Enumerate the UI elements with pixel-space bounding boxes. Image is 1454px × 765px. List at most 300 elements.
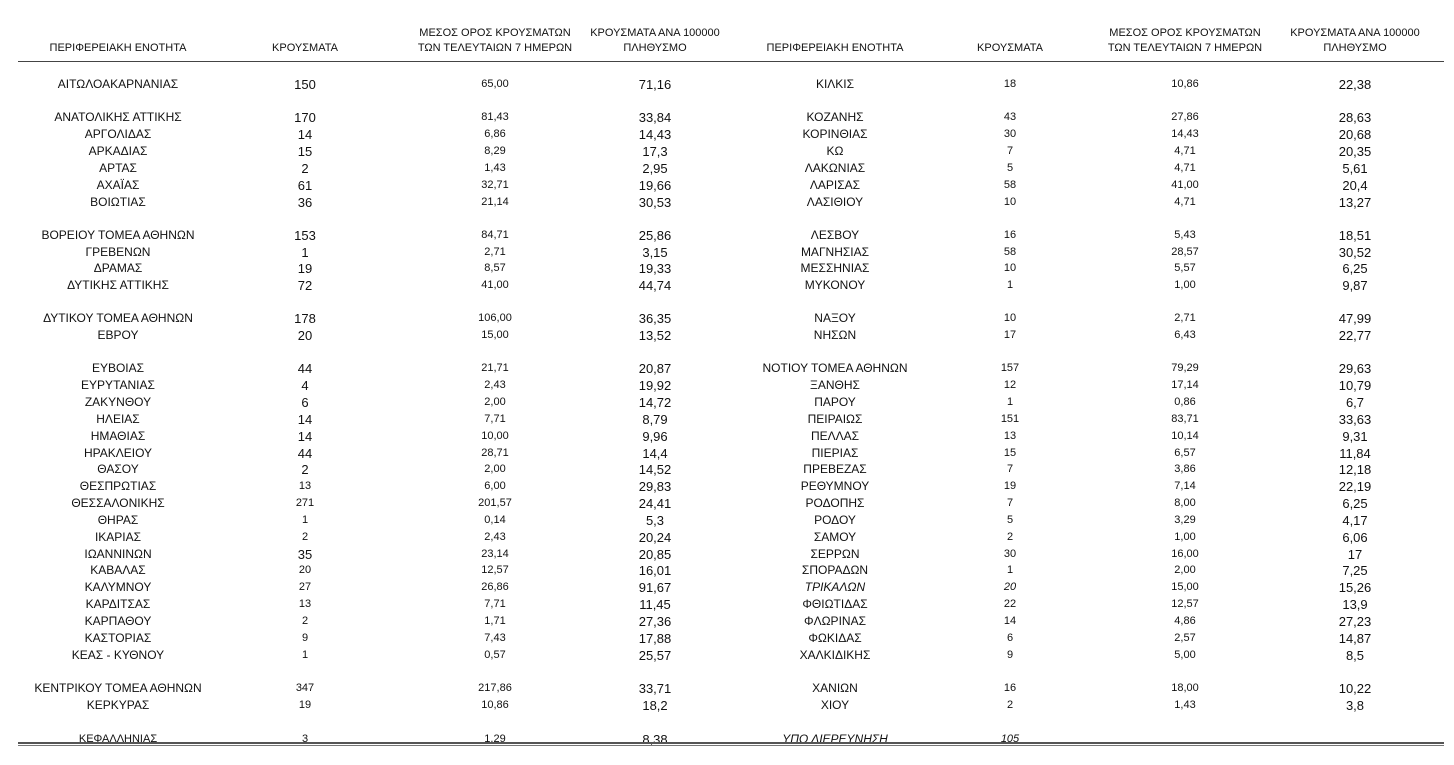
avg7-value: 28,71 (481, 447, 509, 459)
cases-value: 19 (1003, 480, 1017, 492)
per100k-value: 29,83 (638, 479, 672, 494)
avg7-value: 4,86 (1174, 615, 1196, 627)
cases-value: 27 (298, 581, 312, 593)
per100k-value: 14,72 (638, 395, 672, 410)
cases-value: 1 (1006, 396, 1014, 408)
cases-value: 9 (1006, 649, 1014, 661)
avg7-value: 23,14 (481, 548, 509, 560)
avg7-value: 1,43 (484, 162, 506, 174)
avg7-value: 7,43 (484, 632, 506, 644)
right-table-row (0, 194, 1454, 211)
avg7-value: 8,57 (484, 262, 506, 274)
cases-value: 16 (1003, 682, 1017, 694)
region-name: ΚΑΒΑΛΑΣ (90, 563, 146, 577)
per100k-value: 20,35 (1338, 144, 1372, 159)
right-table-row (0, 680, 1454, 697)
per100k-value: 20,68 (1338, 127, 1372, 142)
per100k-value: 30,53 (638, 195, 672, 210)
per100k-value: 4,17 (1342, 513, 1368, 528)
avg7-value: 28,57 (1171, 246, 1199, 258)
per100k-value: 8,38 (642, 732, 668, 747)
right-table-row (0, 512, 1454, 529)
per100k-value: 27,23 (1338, 614, 1372, 629)
region-name: ΤΡΙΚΑΛΩΝ (804, 580, 866, 594)
region-name: ΖΑΚΥΝΘΟΥ (84, 395, 152, 409)
cases-value: 18 (1003, 78, 1017, 90)
per100k-value: 15,26 (1338, 580, 1372, 595)
region-name: ΥΠΟ ΔΙΕΡΕΥΝΗΣΗ (782, 732, 888, 746)
avg7-value: 4,71 (1174, 145, 1196, 157)
region-name: ΠΕΙΡΑΙΩΣ (807, 412, 863, 426)
avg7-value: 7,71 (484, 413, 506, 425)
avg7-value: 2,00 (484, 463, 506, 475)
per100k-value: 3,15 (642, 245, 668, 260)
right-table-row (0, 310, 1454, 327)
footer-divider (18, 742, 1444, 746)
cases-value: 19 (298, 699, 312, 711)
cases-value: 10 (1003, 312, 1017, 324)
cases-value: 7 (1006, 497, 1014, 509)
region-name: ΜΥΚΟΝΟΥ (804, 278, 866, 292)
per100k-value: 91,67 (638, 580, 672, 595)
cases-value: 1 (1006, 279, 1014, 291)
right-table-row (0, 76, 1454, 93)
cases-value: 20 (297, 328, 313, 343)
cases-value: 61 (297, 178, 313, 193)
per100k-value: 6,06 (1342, 530, 1368, 545)
per100k-value: 14,87 (1338, 631, 1372, 646)
cases-value: 1 (1006, 564, 1014, 576)
cases-value: 14 (297, 429, 313, 444)
region-name: ΡΕΘΥΜΝΟΥ (800, 479, 870, 493)
cases-value: 7 (1006, 463, 1014, 475)
cases-value: 6 (301, 395, 309, 410)
right-table-row (0, 227, 1454, 244)
per100k-value: 19,66 (638, 178, 672, 193)
cases-value: 1 (301, 245, 309, 260)
region-name: ΒΟΙΩΤΙΑΣ (90, 195, 146, 209)
header-divider (18, 61, 1444, 62)
right-table-row (0, 126, 1454, 143)
region-name: ΛΕΣΒΟΥ (810, 228, 860, 242)
region-name: ΞΑΝΘΗΣ (810, 378, 860, 392)
per100k-value: 6,25 (1342, 496, 1368, 511)
region-name: ΔΥΤΙΚΗΣ ΑΤΤΙΚΗΣ (67, 278, 169, 292)
avg7-value: 6,57 (1174, 447, 1196, 459)
right-table-row (0, 428, 1454, 445)
per100k-value: 29,63 (1338, 361, 1372, 376)
per100k-value: 8,79 (642, 412, 668, 427)
region-name: ΛΑΚΩΝΙΑΣ (804, 161, 866, 175)
cases-value: 2 (1006, 531, 1014, 543)
region-name: ΗΛΕΙΑΣ (96, 412, 140, 426)
region-name: ΣΕΡΡΩΝ (810, 547, 860, 561)
avg7-value: 16,00 (1171, 548, 1199, 560)
avg7-value: 1,43 (1174, 699, 1196, 711)
right-table-row (0, 360, 1454, 377)
avg7-value: 17,14 (1171, 379, 1199, 391)
avg7-value: 1,00 (1174, 279, 1196, 291)
right-table-row (0, 445, 1454, 462)
cases-value: 151 (1000, 413, 1020, 425)
region-name: ΠΙΕΡΙΑΣ (811, 446, 859, 460)
cases-value: 13 (298, 480, 312, 492)
right-table-row (0, 260, 1454, 277)
per100k-value: 47,99 (1338, 311, 1372, 326)
cases-value: 150 (294, 77, 316, 92)
per100k-value: 16,01 (638, 563, 672, 578)
right-table-row (0, 647, 1454, 664)
region-name: ΧΙΟΥ (820, 698, 850, 712)
per100k-value: 30,52 (1338, 245, 1372, 260)
avg7-value: 2,57 (1174, 632, 1196, 644)
region-name: ΚΕΝΤΡΙΚΟΥ ΤΟΜΕΑ ΑΘΗΝΩΝ (34, 681, 202, 695)
right-table-row (0, 411, 1454, 428)
cases-value: 72 (297, 278, 313, 293)
cases-value: 20 (298, 564, 312, 576)
cases-value: 44 (297, 446, 313, 461)
avg7-value: 217,86 (478, 682, 512, 694)
per100k-value: 25,86 (638, 228, 672, 243)
region-name: ΗΡΑΚΛΕΙΟΥ (83, 446, 153, 460)
cases-value: 178 (294, 311, 316, 326)
avg7-value: 81,43 (481, 111, 509, 123)
region-name: ΚΕΦΑΛΛΗΝΙΑΣ (78, 733, 158, 745)
avg7-value: 2,43 (484, 531, 506, 543)
avg7-value: 3,29 (1174, 514, 1196, 526)
avg7-value: 0,57 (484, 649, 506, 661)
cases-value: 347 (295, 682, 315, 694)
region-name: ΑΡΤΑΣ (99, 161, 137, 175)
per100k-value: 17,88 (638, 631, 672, 646)
region-name: ΡΟΔΟΥ (814, 513, 856, 527)
cases-value: 2 (301, 462, 309, 477)
region-name: ΚΑΡΔΙΤΣΑΣ (85, 597, 151, 611)
per100k-value: 19,92 (638, 378, 672, 393)
header-per100k-right-line1: ΚΡΟΥΣΜΑΤΑ ΑΝΑ 100000 (1290, 27, 1420, 39)
cases-value: 13 (298, 598, 312, 610)
per100k-value: 20,24 (638, 530, 672, 545)
avg7-value: 2,00 (484, 396, 506, 408)
cases-value: 10 (1003, 262, 1017, 274)
region-name: ΜΕΣΣΗΝΙΑΣ (800, 261, 870, 275)
cases-value: 43 (1003, 111, 1017, 123)
right-table-row (0, 630, 1454, 647)
per100k-value: 13,52 (638, 328, 672, 343)
region-name: ΘΕΣΣΑΛΟΝΙΚΗΣ (71, 496, 165, 510)
per100k-value: 17,3 (642, 144, 668, 159)
region-name: ΑΝΑΤΟΛΙΚΗΣ ΑΤΤΙΚΗΣ (54, 110, 182, 124)
region-name: ΚΙΛΚΙΣ (815, 77, 855, 91)
region-name: ΚΕΑΣ - ΚΥΘΝΟΥ (71, 648, 165, 662)
cases-value: 14 (297, 127, 313, 142)
cases-value: 15 (1003, 447, 1017, 459)
avg7-value: 3,86 (1174, 463, 1196, 475)
header-cases-left: ΚΡΟΥΣΜΑΤΑ (272, 42, 338, 54)
region-name: ΚΟΖΑΝΗΣ (806, 110, 864, 124)
right-table-row (0, 562, 1454, 579)
avg7-value: 65,00 (481, 78, 509, 90)
region-name: ΧΑΝΙΩΝ (812, 681, 858, 695)
cases-value: 36 (297, 195, 313, 210)
cases-value: 271 (295, 497, 315, 509)
cases-value: 19 (297, 261, 313, 276)
region-name: ΔΥΤΙΚΟΥ ΤΟΜΕΑ ΑΘΗΝΩΝ (43, 311, 193, 325)
cases-value: 58 (1003, 179, 1017, 191)
per100k-value: 18,51 (1338, 228, 1372, 243)
avg7-value: 83,71 (1171, 413, 1199, 425)
per100k-value: 24,41 (638, 496, 672, 511)
avg7-value: 12,57 (1171, 598, 1199, 610)
avg7-value: 4,71 (1174, 196, 1196, 208)
avg7-value: 10,14 (1171, 430, 1199, 442)
avg7-value: 5,57 (1174, 262, 1196, 274)
avg7-value: 2,71 (484, 246, 506, 258)
per100k-value: 28,63 (1338, 110, 1372, 125)
header-avg7-left-line1: ΜΕΣΟΣ ΟΡΟΣ ΚΡΟΥΣΜΑΤΩΝ (419, 27, 571, 39)
region-name: ΕΥΡΥΤΑΝΙΑΣ (81, 378, 155, 392)
cases-value: 30 (1003, 128, 1017, 140)
right-table-row (0, 596, 1454, 613)
per100k-value: 10,22 (1338, 681, 1372, 696)
cases-value: 13 (1003, 430, 1017, 442)
avg7-value: 2,71 (1174, 312, 1196, 324)
avg7-value: 6,00 (484, 480, 506, 492)
right-table-row (0, 529, 1454, 546)
avg7-value: 0,14 (484, 514, 506, 526)
region-name: ΘΗΡΑΣ (97, 513, 139, 527)
region-name: ΝΑΞΟΥ (814, 311, 856, 325)
cases-value: 1 (301, 649, 309, 661)
per100k-value: 18,2 (642, 698, 668, 713)
cases-value: 2 (301, 615, 309, 627)
per100k-value: 13,9 (1342, 597, 1368, 612)
per100k-value: 12,18 (1338, 462, 1372, 477)
region-name: ΘΑΣΟΥ (97, 462, 139, 476)
cases-value: 170 (294, 110, 316, 125)
cases-value: 17 (1003, 329, 1017, 341)
avg7-value: 15,00 (1171, 581, 1199, 593)
right-table-row (0, 613, 1454, 630)
per100k-value: 11,45 (639, 597, 671, 612)
region-name: ΕΒΡΟΥ (97, 328, 139, 342)
per100k-value: 14,43 (638, 127, 672, 142)
avg7-value: 2,43 (484, 379, 506, 391)
per100k-value: 2,95 (642, 161, 668, 176)
header-per100k-left-line1: ΚΡΟΥΣΜΑΤΑ ΑΝΑ 100000 (590, 27, 720, 39)
cases-value: 9 (301, 632, 309, 644)
per100k-value: 5,61 (1342, 161, 1368, 176)
header-avg7-left-line2: ΤΩΝ ΤΕΛΕΥΤΑΙΩΝ 7 ΗΜΕΡΩΝ (417, 42, 573, 54)
region-name: ΡΟΔΟΠΗΣ (805, 496, 865, 510)
avg7-value: 27,86 (1171, 111, 1199, 123)
avg7-value: 21,71 (481, 362, 509, 374)
header-avg7-right-line2: ΤΩΝ ΤΕΛΕΥΤΑΙΩΝ 7 ΗΜΕΡΩΝ (1107, 42, 1263, 54)
header-cases-right: ΚΡΟΥΣΜΑΤΑ (977, 42, 1043, 54)
right-table-row (0, 697, 1454, 714)
region-name: ΜΑΓΝΗΣΙΑΣ (800, 245, 870, 259)
per100k-value: 20,4 (1342, 178, 1368, 193)
region-name: ΛΑΡΙΣΑΣ (809, 178, 861, 192)
avg7-value: 21,14 (481, 196, 509, 208)
avg7-value: 0,86 (1174, 396, 1196, 408)
cases-value: 14 (297, 412, 313, 427)
region-name: ΘΕΣΠΡΩΤΙΑΣ (79, 479, 157, 493)
region-name: ΣΑΜΟΥ (813, 530, 857, 544)
region-name: ΧΑΛΚΙΔΙΚΗΣ (799, 648, 871, 662)
cases-value: 12 (1003, 379, 1017, 391)
right-table-row (0, 394, 1454, 411)
region-name: ΒΟΡΕΙΟΥ ΤΟΜΕΑ ΑΘΗΝΩΝ (41, 228, 195, 242)
avg7-value: 79,29 (1171, 362, 1199, 374)
avg7-value: 1,29 (484, 733, 506, 745)
avg7-value: 1,00 (1174, 531, 1196, 543)
region-name: ΗΜΑΘΙΑΣ (90, 429, 146, 443)
region-name: ΦΛΩΡΙΝΑΣ (804, 614, 866, 628)
avg7-value: 201,57 (478, 497, 512, 509)
right-table-row (0, 244, 1454, 261)
avg7-value: 4,71 (1174, 162, 1196, 174)
header-per100k-left-line2: ΠΛΗΘΥΣΜΟ (623, 42, 687, 54)
per100k-value: 7,25 (1342, 563, 1368, 578)
right-table-row (0, 377, 1454, 394)
region-name: ΙΚΑΡΙΑΣ (94, 530, 142, 544)
per100k-value: 33,71 (638, 681, 672, 696)
avg7-value: 106,00 (478, 312, 512, 324)
region-name: ΙΩΑΝΝΙΝΩΝ (84, 547, 152, 561)
avg7-value: 8,29 (484, 145, 506, 157)
cases-value: 1 (301, 514, 309, 526)
avg7-value: 15,00 (481, 329, 509, 341)
per100k-value: 8,5 (1345, 648, 1365, 663)
region-name: ΑΙΤΩΛΟΑΚΑΡΝΑΝΙΑΣ (57, 77, 179, 91)
per100k-value: 3,8 (1345, 698, 1365, 713)
avg7-value: 84,71 (481, 229, 509, 241)
avg7-value: 6,43 (1174, 329, 1196, 341)
avg7-value: 18,00 (1171, 682, 1199, 694)
region-name: ΠΑΡΟΥ (814, 395, 856, 409)
region-name: ΛΑΣΙΘΙΟΥ (806, 195, 864, 209)
avg7-value: 7,71 (484, 598, 506, 610)
avg7-value: 26,86 (481, 581, 509, 593)
cases-value: 4 (301, 378, 309, 393)
cases-value: 153 (294, 228, 316, 243)
cases-value: 7 (1006, 145, 1014, 157)
region-name: ΝΟΤΙΟΥ ΤΟΜΕΑ ΑΘΗΝΩΝ (762, 361, 908, 375)
cases-value: 5 (1006, 162, 1014, 174)
cases-value: 30 (1003, 548, 1017, 560)
per100k-value: 5,3 (645, 513, 665, 528)
right-table-row (0, 495, 1454, 512)
cases-value: 58 (1003, 246, 1017, 258)
region-name: ΑΧΑΪΑΣ (96, 178, 140, 192)
per100k-value: 17 (1347, 547, 1363, 562)
header-avg7-right-line1: ΜΕΣΟΣ ΟΡΟΣ ΚΡΟΥΣΜΑΤΩΝ (1109, 27, 1261, 39)
cases-value: 2 (301, 531, 309, 543)
per100k-value: 27,36 (638, 614, 672, 629)
cases-value: 105 (1000, 733, 1020, 745)
cases-value: 14 (1003, 615, 1017, 627)
per100k-value: 22,38 (1338, 77, 1372, 92)
cases-value: 2 (301, 161, 309, 176)
per100k-value: 33,63 (1338, 412, 1372, 427)
header-per100k-right-line2: ΠΛΗΘΥΣΜΟ (1323, 42, 1387, 54)
cases-value: 5 (1006, 514, 1014, 526)
per100k-value: 22,77 (1338, 328, 1372, 343)
right-table-row (0, 461, 1454, 478)
region-name: ΕΥΒΟΙΑΣ (91, 361, 145, 375)
avg7-value: 5,43 (1174, 229, 1196, 241)
right-table-row (0, 327, 1454, 344)
cases-value: 16 (1003, 229, 1017, 241)
header-region-right: ΠΕΡΙΦΕΡΕΙΑΚΗ ΕΝΟΤΗΤΑ (766, 42, 904, 54)
right-table-row (0, 478, 1454, 495)
header-region-left: ΠΕΡΙΦΕΡΕΙΑΚΗ ΕΝΟΤΗΤΑ (49, 42, 187, 54)
per100k-value: 9,87 (1342, 278, 1368, 293)
region-name: ΓΡΕΒΕΝΩΝ (85, 245, 151, 259)
cases-value: 2 (1006, 699, 1014, 711)
per100k-value: 13,27 (1338, 195, 1372, 210)
region-name: ΦΩΚΙΔΑΣ (808, 631, 862, 645)
per100k-value: 6,25 (1342, 261, 1368, 276)
region-name: ΚΟΡΙΝΘΙΑΣ (802, 127, 868, 141)
region-name: ΠΕΛΛΑΣ (810, 429, 860, 443)
avg7-value: 41,00 (481, 279, 509, 291)
region-name: ΦΘΙΩΤΙΔΑΣ (802, 597, 868, 611)
region-name: ΚΑΣΤΟΡΙΑΣ (84, 631, 152, 645)
cases-value: 3 (301, 733, 309, 745)
avg7-value: 7,14 (1174, 480, 1196, 492)
avg7-value: 14,43 (1171, 128, 1199, 140)
avg7-value: 32,71 (481, 179, 509, 191)
per100k-value: 10,79 (1338, 378, 1372, 393)
avg7-value: 8,00 (1174, 497, 1196, 509)
cases-value: 10 (1003, 196, 1017, 208)
per100k-value: 6,7 (1345, 395, 1365, 410)
right-table-row (0, 177, 1454, 194)
per100k-value: 20,85 (638, 547, 672, 562)
avg7-value: 10,86 (481, 699, 509, 711)
cases-value: 15 (297, 144, 313, 159)
right-table-row (0, 546, 1454, 563)
right-table-row (0, 579, 1454, 596)
per100k-value: 71,16 (638, 77, 672, 92)
cases-value: 22 (1003, 598, 1017, 610)
avg7-value: 5,00 (1174, 649, 1196, 661)
avg7-value: 12,57 (481, 564, 509, 576)
region-name: ΚΩ (826, 144, 844, 158)
region-name: ΑΡΚΑΔΙΑΣ (88, 144, 148, 158)
per100k-value: 9,31 (1342, 429, 1368, 444)
region-name: ΑΡΓΟΛΙΔΑΣ (84, 127, 152, 141)
per100k-value: 36,35 (638, 311, 672, 326)
region-name: ΠΡΕΒΕΖΑΣ (803, 462, 867, 476)
avg7-value: 1,71 (484, 615, 506, 627)
per100k-value: 11,84 (1339, 446, 1371, 461)
cases-value: 157 (1000, 362, 1020, 374)
per100k-value: 9,96 (642, 429, 668, 444)
cases-value: 20 (1003, 581, 1017, 593)
region-name: ΝΗΣΩΝ (813, 328, 857, 342)
per100k-value: 22,19 (1338, 479, 1372, 494)
cases-value: 35 (297, 547, 313, 562)
per100k-value: 14,52 (638, 462, 672, 477)
avg7-value: 6,86 (484, 128, 506, 140)
per100k-value: 25,57 (638, 648, 672, 663)
cases-value: 44 (297, 361, 313, 376)
per100k-value: 20,87 (638, 361, 672, 376)
per100k-value: 44,74 (638, 278, 672, 293)
